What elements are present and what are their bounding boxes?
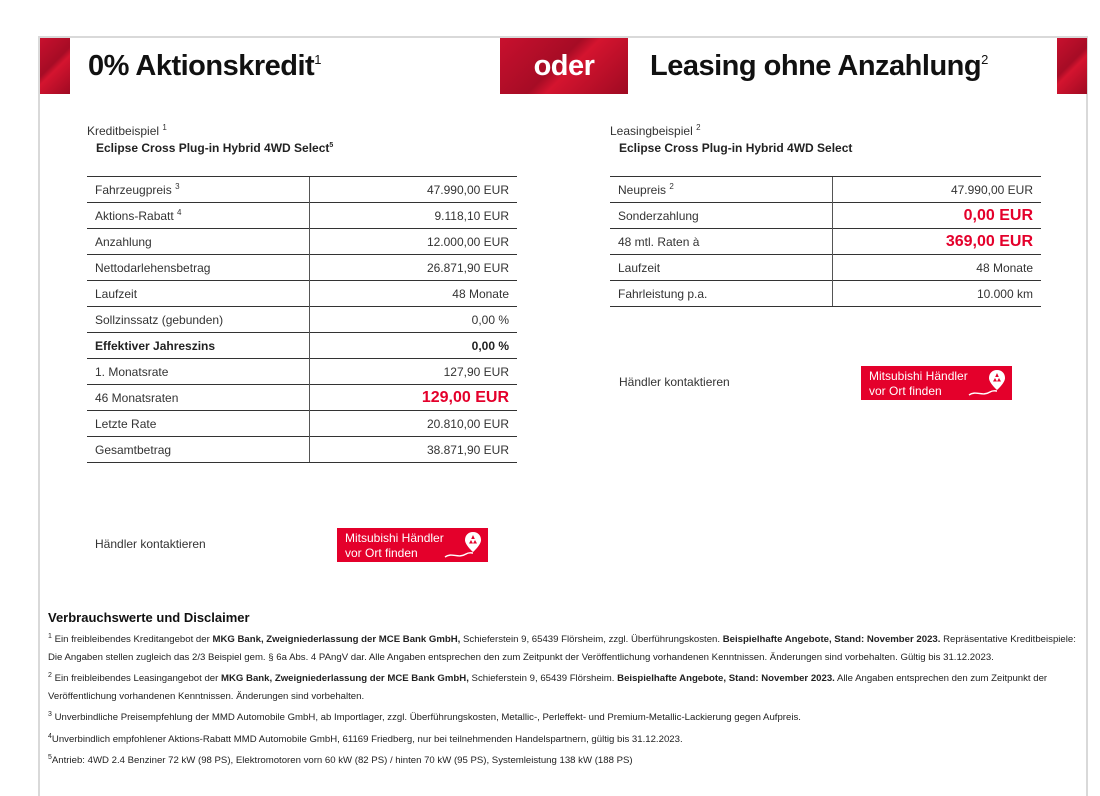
- row-value: 26.871,90 EUR: [309, 255, 517, 281]
- table-row: [87, 255, 517, 281]
- table-row: [87, 333, 517, 359]
- leasing-find-dealer-line2: vor Ort finden: [869, 384, 942, 398]
- credit-table: [87, 176, 517, 463]
- row-label: [87, 177, 309, 203]
- footnote-3-text: Unverbindliche Preisempfehlung der MMD Automobile GmbH, ab Importlager, zzgl. Überführungskosten, Metallic-, Perleffekt- und Premium-Metallic-Lackierung gegen Aufpreis.: [51, 712, 801, 724]
- credit-contact-dealer-label: Händler kontaktieren: [95, 537, 206, 551]
- red-accent-left: [40, 38, 70, 94]
- table-row: [87, 359, 517, 385]
- row-label-text: Nettodarlehensbetrag: [95, 260, 211, 275]
- table-row: [87, 281, 517, 307]
- row-label: [610, 203, 832, 229]
- row-value: 38.871,90 EUR: [309, 437, 517, 463]
- credit-model-footnote: 5: [329, 142, 334, 149]
- table-row: [610, 229, 1041, 255]
- row-value: 369,00 EUR: [832, 229, 1041, 255]
- credit-find-dealer-line2: vor Ort finden: [345, 546, 418, 560]
- row-label: [87, 307, 309, 333]
- row-footnote: 3: [175, 182, 180, 191]
- table-row: [87, 307, 517, 333]
- row-value: 0,00 %: [309, 333, 517, 359]
- row-footnote: 4: [177, 208, 182, 217]
- footnote-5: [48, 749, 1078, 770]
- row-label-text: Aktions-Rabatt: [95, 209, 174, 223]
- row-value: 129,00 EUR: [309, 385, 517, 411]
- leasing-example-label-text: Leasingbeispiel: [610, 124, 693, 138]
- table-row: [610, 177, 1041, 203]
- row-label-text: Letzte Rate: [95, 416, 157, 431]
- footnote-1-part-e: Repräsentative Kreditbeispiele: Die Angaben stellen zugleich das 2/3 Beispiel gem. § 6a Abs. 4 PAngV dar. Alle Angaben entsprechen den zum Zeitpunkt der Veröffentlichung vorhandenen Kenntnissen. Änderungen sind vorbehalten. Gültig bis 31.12.2023.: [48, 634, 1076, 664]
- row-label-text: Sonderzahlung: [618, 208, 699, 223]
- table-row: [610, 255, 1041, 281]
- row-value: 48 Monate: [832, 255, 1041, 281]
- row-label: [610, 177, 832, 203]
- row-value: 10.000 km: [832, 281, 1041, 307]
- credit-example-label: [87, 123, 167, 138]
- footnote-1-part-c: Schieferstein 9, 65439 Flörsheim, zzgl. Überführungskosten.: [460, 634, 723, 646]
- row-label: [87, 255, 309, 281]
- footnote-1-marker: 1: [48, 633, 52, 640]
- row-label-text: Sollzinssatz (gebunden): [95, 312, 224, 327]
- leasing-headline: [650, 50, 988, 83]
- leasing-headline-footnote: 2: [981, 52, 988, 67]
- footnote-1-offer-date: Beispielhafte Angebote, Stand: November 2023.: [722, 634, 941, 646]
- table-row: [87, 203, 517, 229]
- disclaimer-title: Verbrauchswerte und Disclaimer: [48, 610, 250, 625]
- row-label-text: Neupreis: [618, 183, 667, 197]
- credit-find-dealer-line1: Mitsubishi Händler: [345, 531, 444, 545]
- row-label-text: Gesamtbetrag: [95, 442, 172, 457]
- footnote-1-bank: MKG Bank, Zweigniederlassung der MCE Bank GmbH,: [212, 634, 461, 646]
- footnote-2-offer-date: Beispielhafte Angebote, Stand: November 2023.: [617, 673, 835, 685]
- row-value: 20.810,00 EUR: [309, 411, 517, 437]
- credit-model-name-text: Eclipse Cross Plug-in Hybrid 4WD Select: [96, 141, 330, 155]
- row-value: 0,00 EUR: [832, 203, 1041, 229]
- footnote-2: [48, 667, 1078, 706]
- table-row: [87, 437, 517, 463]
- credit-headline: [88, 50, 321, 83]
- row-value: 127,90 EUR: [309, 359, 517, 385]
- footnote-1: [48, 628, 1078, 667]
- row-value: 48 Monate: [309, 281, 517, 307]
- row-label: [610, 281, 832, 307]
- row-value: 9.118,10 EUR: [309, 203, 517, 229]
- credit-headline-text: 0% Aktionskredit: [88, 50, 315, 82]
- leasing-find-dealer-line1: Mitsubishi Händler: [869, 369, 968, 383]
- row-value: 12.000,00 EUR: [309, 229, 517, 255]
- leasing-headline-text: Leasing ohne Anzahlung: [650, 50, 982, 82]
- footnote-2-part-c: Schieferstein 9, 65439 Flörsheim.: [468, 673, 618, 685]
- footnote-3-marker: 3: [48, 711, 52, 719]
- row-label-text: Anzahlung: [95, 234, 152, 249]
- footnote-2-part-a: Ein freibleibendes Leasingangebot der: [51, 673, 221, 685]
- row-value: 47.990,00 EUR: [309, 177, 517, 203]
- row-label-text: Fahrleistung p.a.: [618, 286, 708, 301]
- row-label-text: 48 mtl. Raten à: [618, 234, 700, 249]
- row-label-text: Laufzeit: [95, 286, 138, 301]
- leasing-model-name: Eclipse Cross Plug-in Hybrid 4WD Select: [619, 141, 853, 155]
- footnote-4-marker: 4: [48, 732, 52, 740]
- row-label-text: Effektiver Jahreszins: [95, 338, 216, 353]
- credit-headline-footnote: 1: [314, 52, 321, 67]
- footnote-2-bank: MKG Bank, Zweigniederlassung der MCE Bank GmbH,: [221, 673, 469, 685]
- footnote-1-part-a: Ein freibleibendes Kreditangebot der: [51, 634, 213, 646]
- row-label: [87, 281, 309, 307]
- table-row: [87, 385, 517, 411]
- row-label: [87, 411, 309, 437]
- road-wave-icon: [444, 551, 474, 559]
- row-label: [87, 229, 309, 255]
- footnote-4-text: Unverbindlich empfohlener Aktions-Rabatt MMD Automobile GmbH, 61169 Friedberg, nur bei teilnehmenden Handelspartnern, gültig bis 31.12.2023.: [51, 733, 683, 745]
- row-label: [87, 359, 309, 385]
- credit-example-label-footnote: 1: [162, 123, 167, 132]
- footnote-2-part-e: Alle Angaben entsprechen den zum Zeitpunkt der Veröffentlichung vorhandenen Kenntnissen. Änderungen sind vorbehalten.: [48, 673, 1048, 703]
- leasing-find-dealer-button[interactable]: [861, 366, 1012, 400]
- table-row: [87, 229, 517, 255]
- table-row: [87, 177, 517, 203]
- leasing-contact-dealer-label: Händler kontaktieren: [619, 375, 730, 389]
- credit-find-dealer-button[interactable]: [337, 528, 488, 562]
- row-label: [87, 333, 309, 359]
- footnote-3: [48, 706, 1078, 727]
- road-wave-icon: [968, 389, 998, 397]
- red-accent-right: [1057, 38, 1087, 94]
- connector-label: oder: [533, 49, 595, 82]
- footnote-5-marker: 5: [48, 753, 52, 761]
- row-label-text: Fahrzeugpreis: [95, 183, 172, 197]
- table-row: [87, 411, 517, 437]
- row-footnote: 2: [669, 182, 674, 191]
- row-value: 0,00 %: [309, 307, 517, 333]
- table-row: [610, 281, 1041, 307]
- row-label-text: 1. Monatsrate: [95, 364, 169, 379]
- row-label: [87, 437, 309, 463]
- row-value: 47.990,00 EUR: [832, 177, 1041, 203]
- row-label: [87, 203, 309, 229]
- row-label-text: 46 Monatsraten: [95, 390, 179, 405]
- credit-model-name: [96, 141, 333, 155]
- footnote-5-text: Antrieb: 4WD 2.4 Benziner 72 kW (98 PS), Elektromotoren vorn 60 kW (82 PS) / hinten 70 kW (95 PS), Systemleistung 138 kW (188 PS): [51, 754, 633, 766]
- disclaimer-text: [48, 628, 1078, 770]
- leasing-example-label-footnote: 2: [696, 123, 701, 132]
- leasing-example-label: [610, 123, 701, 138]
- credit-example-label-text: Kreditbeispiel: [87, 124, 160, 138]
- row-label: [610, 255, 832, 281]
- row-label: [87, 385, 309, 411]
- table-row: [610, 203, 1041, 229]
- row-label: [610, 229, 832, 255]
- leasing-table: [610, 176, 1041, 307]
- footnote-4: [48, 728, 1078, 749]
- row-label-text: Laufzeit: [618, 260, 661, 275]
- footnote-2-marker: 2: [48, 672, 52, 680]
